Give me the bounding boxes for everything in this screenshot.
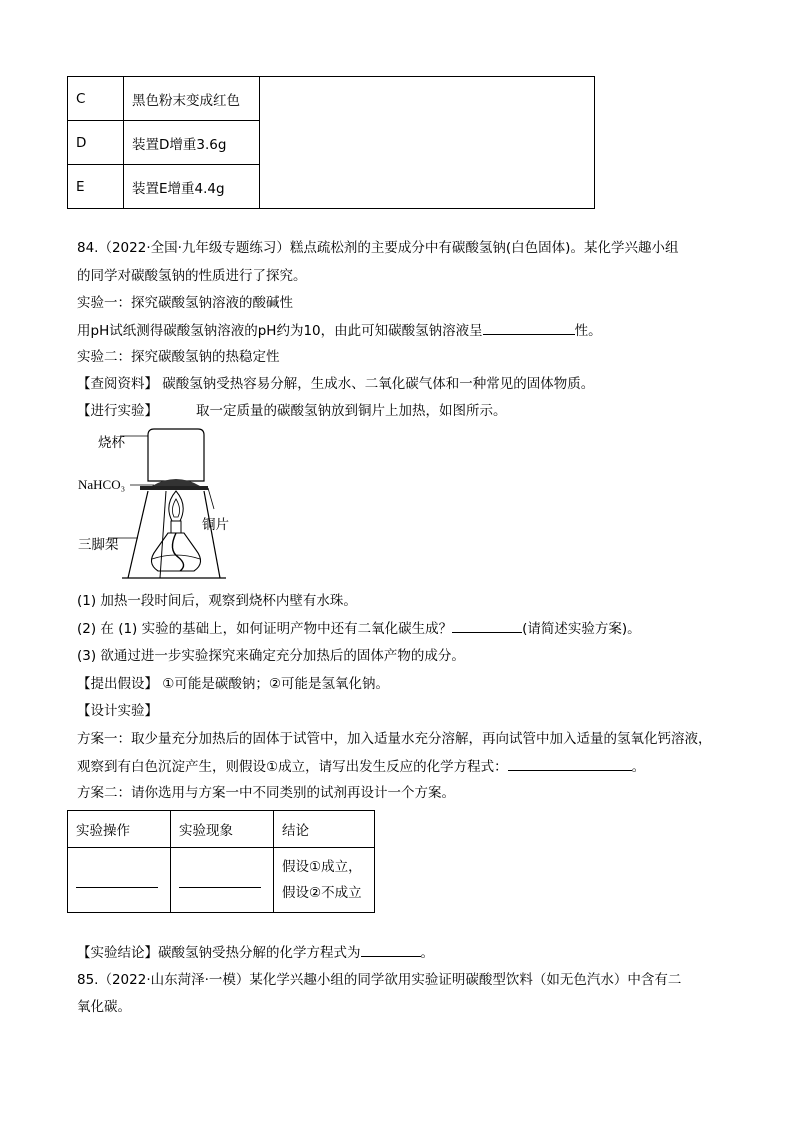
conclusion-line <box>77 942 434 963</box>
plan1-text: 观察到有白色沉淀产生，则假设①成立，请写出发生反应的化学方程式： <box>77 759 508 775</box>
table-cell-conclusion <box>274 848 375 913</box>
table-cell-operation[interactable] <box>68 848 171 913</box>
table-row <box>68 848 375 913</box>
exp1-title: 实验一：探究碳酸氢钠溶液的酸碱性 <box>77 295 293 311</box>
design-heading: 【设计实验】 <box>77 703 158 719</box>
plan1-end: 。 <box>631 759 646 775</box>
q84-intro-line-1: 84.（2022·全国·九年级专题练习）糕点疏松剂的主要成分中有碳酸氢钠(白色固体)。某化学兴趣小组 <box>77 240 679 256</box>
answer-blank[interactable] <box>361 942 421 957</box>
step-2-b: (请简述实验方案)。 <box>522 621 641 637</box>
step-3: (3) 欲通过进一步实验探究来确定充分加热后的固体产物的成分。 <box>77 648 465 664</box>
answer-blank[interactable] <box>179 873 261 888</box>
exp2-title: 实验二：探究碳酸氢钠的热稳定性 <box>77 349 280 365</box>
plan1-line-1: 方案一：取少量充分加热后的固体于试管中，加入适量水充分溶解，再向试管中加入适量的氢氧化钙溶液， <box>77 731 712 747</box>
conclusion-text: 【实验结论】碳酸氢钠受热分解的化学方程式为 <box>77 945 361 961</box>
q84-intro-line-2: 的同学对碳酸氢钠的性质进行了探究。 <box>77 268 307 284</box>
q85-line-2: 氧化碳。 <box>77 999 131 1015</box>
answer-blank[interactable] <box>508 756 632 771</box>
table-header-cell: 结论 <box>274 811 375 848</box>
plan1-line-2 <box>77 756 645 777</box>
table-header-cell: 实验操作 <box>68 811 171 848</box>
q85-line-1: 85.（2022·山东菏泽·一模）某化学兴趣小组的同学欲用实验证明碳酸型饮料（如无色汽水）中含有二 <box>77 972 682 988</box>
hypothesis: 【提出假设】 ①可能是碳酸钠；②可能是氢氧化钠。 <box>77 676 389 692</box>
table-cell-label: E <box>68 165 124 209</box>
table-cell-value: 黑色粉末变成红色 <box>124 77 260 121</box>
answer-blank[interactable] <box>452 618 522 633</box>
table-header-row <box>68 811 375 848</box>
table-row <box>68 77 595 121</box>
result-table <box>67 76 595 209</box>
exp1-text-b: 性。 <box>574 323 602 339</box>
conclusion-end: 。 <box>420 945 434 961</box>
plan2-table <box>67 810 375 913</box>
conclusion-line-2: 假设②不成立 <box>282 885 362 901</box>
label-nahco3: NaHCO₃ <box>78 477 126 492</box>
exp1-text-a: 用pH试纸测得碳酸氢钠溶液的pH约为10，由此可知碳酸氢钠溶液呈 <box>77 323 483 339</box>
exp-text: 取一定质量的碳酸氢钠放到铜片上加热，如图所示。 <box>196 403 507 419</box>
apparatus-figure <box>78 425 278 585</box>
exp-tag: 【进行实验】 <box>77 403 158 419</box>
table-cell-label: D <box>68 121 124 165</box>
info-text: 【查阅资料】 碳酸氢钠受热容易分解，生成水、二氧化碳气体和一种常见的固体物质。 <box>77 376 595 392</box>
step-1: (1) 加热一段时间后，观察到烧杯内壁有水珠。 <box>77 593 357 609</box>
label-beaker: 烧杯 <box>98 435 125 451</box>
label-tripod: 三脚架 <box>78 537 119 553</box>
exp-line <box>77 401 507 421</box>
table-header-cell: 实验现象 <box>171 811 274 848</box>
table-cell-value: 装置D增重3.6g <box>124 121 260 165</box>
label-copper: 铜片 <box>202 517 229 533</box>
step-2-a: (2) 在 (1) 实验的基础上，如何证明产物中还有二氧化碳生成？ <box>77 621 453 637</box>
exp1-text <box>77 320 602 341</box>
answer-blank[interactable] <box>483 320 575 335</box>
table-cell-empty <box>260 77 595 209</box>
answer-blank[interactable] <box>76 873 158 888</box>
plan2-text: 方案二：请你选用与方案一中不同类别的试剂再设计一个方案。 <box>77 785 455 801</box>
conclusion-line-1: 假设①成立， <box>282 859 362 875</box>
table-cell-label: C <box>68 77 124 121</box>
table-cell-value: 装置E增重4.4g <box>124 165 260 209</box>
table-cell-phenomenon[interactable] <box>171 848 274 913</box>
step-2 <box>77 618 641 639</box>
